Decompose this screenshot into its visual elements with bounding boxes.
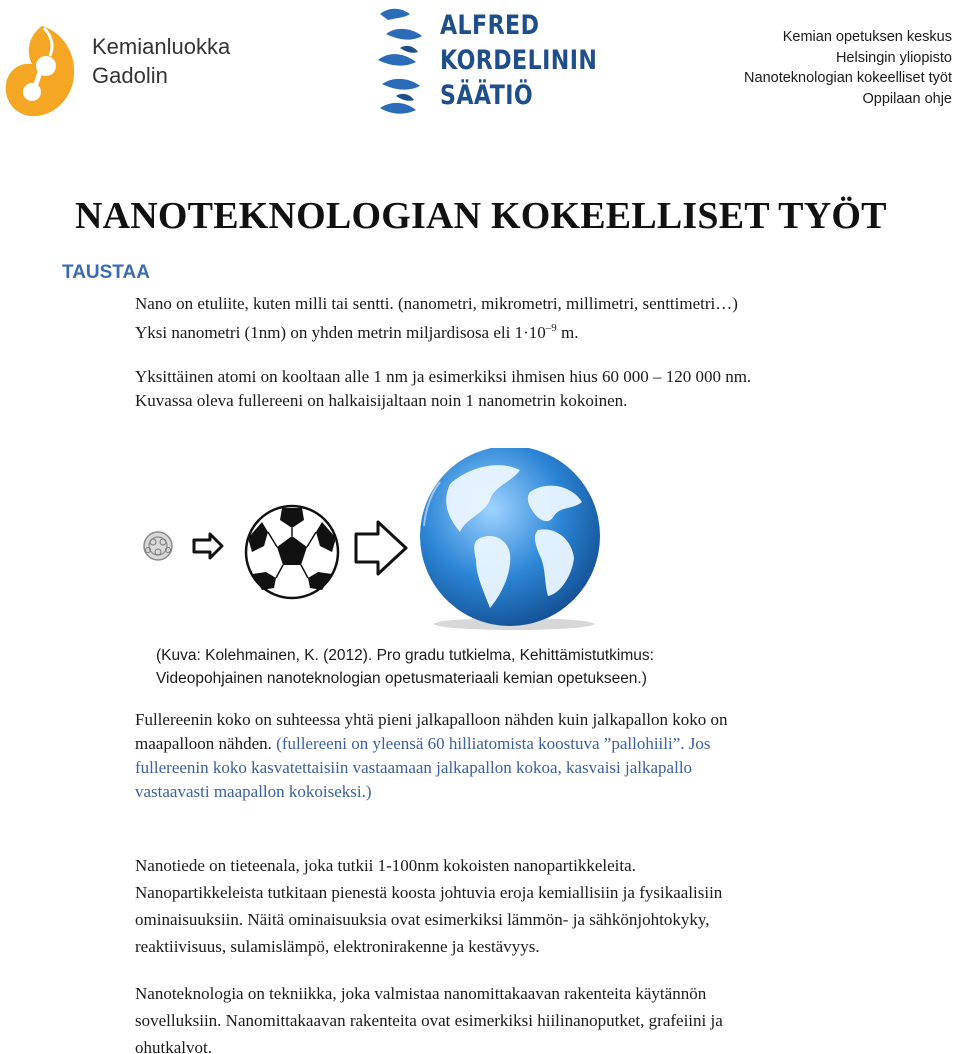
header-info-line: Nanoteknologian kokeelliset työt [744,70,952,86]
header-info [744,27,952,109]
paragraph-line-blue: fullereenin koko kasvatettaisiin vastaamaan jalkapallon kokoa, kasvaisi jalkapallo [135,758,693,777]
earth-globe-icon [420,448,600,630]
intro-line-text: Yksi nanometri (1nm) on yhden metrin miljardisosa eli 1·10 [135,323,546,342]
paragraph-line: Fullereenin koko on suhteessa yhtä pieni jalkapalloon nähden kuin jalkapallon koko on [135,710,728,729]
large-arrow-icon [356,522,406,574]
intro-line-text: m. [556,323,579,342]
figure-caption [156,644,654,690]
paragraph-line: Nanotiede on tieteenala, joka tutkii 1-100nm kokoisten nanopartikkeleita. [135,856,636,875]
intro-line: Yksittäinen atomi on kooltaan alle 1 nm ja esimerkiksi ihmisen hius 60 000 – 120 000 nm. [135,367,752,386]
logo-mid-line3: SÄÄTIÖ [440,80,534,111]
nanotiede-paragraph [135,852,722,960]
paragraph-line: ominaisuuksiin. Näitä ominaisuuksia ovat esimerkiksi lämmön- ja sähkönjohtokyky, [135,910,710,929]
paragraph-text-blue: (fullereeni on yleensä 60 hilliatomista koostuva ”pallohiili”. Jos [276,734,711,753]
paragraph-line: Nanoteknologia on tekniikka, joka valmistaa nanomittakaavan rakenteita käytännön [135,984,707,1003]
football-icon [246,506,338,598]
caption-line: Videopohjainen nanoteknologian opetusmateriaali kemian opetukseen.) [156,670,647,687]
paragraph-line: reaktiivisuus, sulamislämpö, elektronirakenne ja kestävyys. [135,937,540,956]
paragraph-line-blue: vastaavasti maapallon kokoiseksi.) [135,782,372,801]
document-title: NANOTEKNOLOGIAN KOKEELLISET TYÖT [75,195,887,237]
size-comparison-figure [130,448,660,638]
intro-line [135,316,751,345]
logo-left-line1: Kemianluokka [92,34,231,59]
header-info-line: Oppilaan ohje [862,90,952,107]
logo-mid-line2: KORDELININ [440,45,598,76]
exponent: –9 [545,322,557,334]
caption-line: (Kuva: Kolehmainen, K. (2012). Pro gradu tutkielma, Kehittämistutkimus: [156,647,654,664]
small-arrow-icon [194,534,222,558]
paragraph-line: ohutkalvot. [135,1038,212,1054]
intro-line: Kuvassa oleva fullereeni on halkaisijaltaan noin 1 nanometrin kokoinen. [135,391,628,410]
fullerene-icon [144,532,172,560]
header-info-line: Kemian opetuksen keskus [782,29,952,45]
logo-mid-line1: ALFRED [440,10,540,41]
header-info-line: Helsingin yliopisto [835,49,952,66]
akss-logo-text [440,8,597,113]
intro-line: Nano on etuliite, kuten milli tai sentti. (nanometri, mikrometri, millimetri, senttimetri…) [135,294,738,313]
gadolin-logo-text [92,32,230,90]
paragraph-text: maapalloon nähden. [135,734,277,753]
logo-left-line2: Gadolin [92,63,168,88]
paragraph-line: Nanopartikkeleista tutkitaan pienestä koosta johtuvia eroja kemiallisiin ja fysikaalisiin [135,883,723,902]
paragraph-line [135,732,728,756]
nanoteknologia-paragraph [135,980,723,1054]
intro-paragraph [135,292,751,413]
section-heading: TAUSTAA [62,262,150,283]
paragraph-line: sovelluksiin. Nanomittakaavan rakenteita ovat esimerkiksi hiilinanoputket, grafeiini ja [135,1011,723,1030]
fullerene-paragraph [135,708,728,804]
